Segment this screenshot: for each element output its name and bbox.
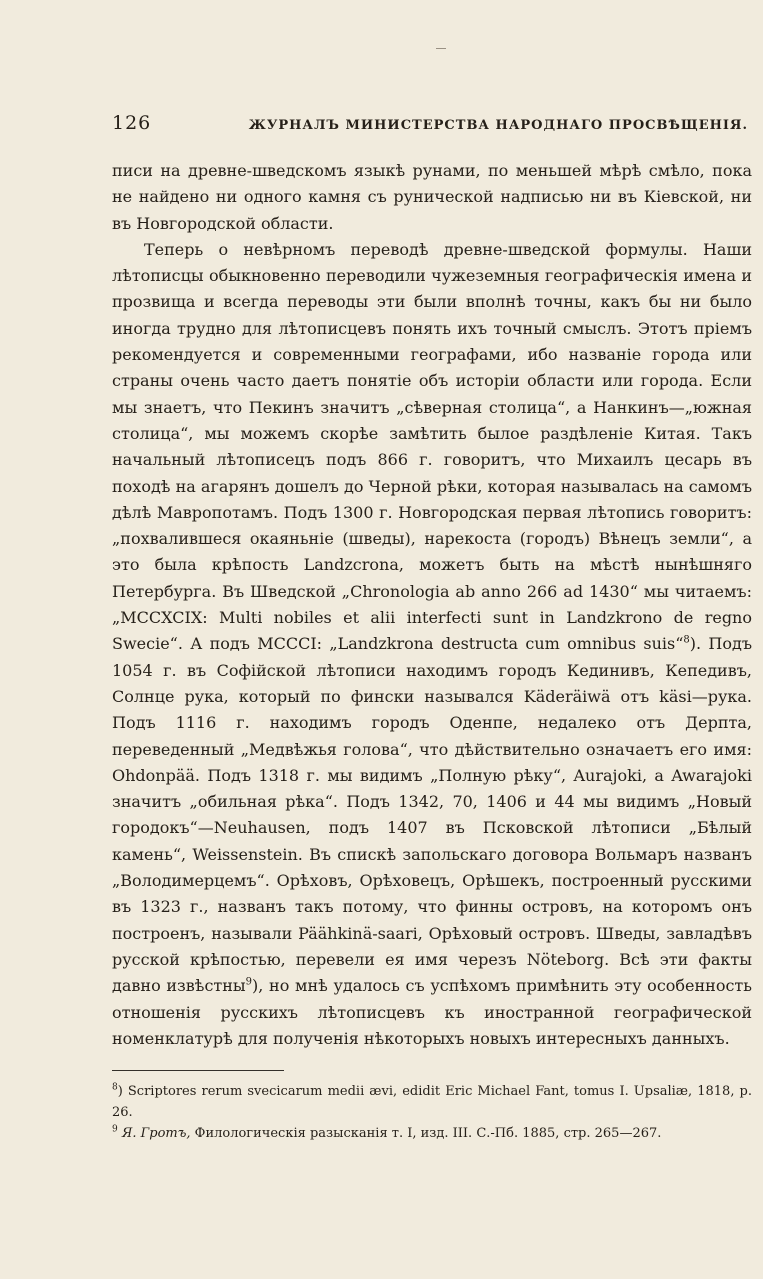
paragraph-main-part-2: ). Подъ 1054 г. въ Софійской лѣтописи находимъ городъ Кединивъ, Кепедивъ, Солнце рука, который по фински назывался Käderäiwä отъ käsi—рука. Подъ 1116 г. находимъ городъ Оденпе, недалеко отъ Дерпта, переведенный „Медвѣжья голова“, что дѣйствительно означаетъ его имя: Ohdonpää. Подъ 1318 г. мы видимъ „Полную рѣку“, Aurajoki, а Awarajoki значитъ „обильная рѣка“. Подъ 1342, 70, 1406 и 44 мы видимъ „Новый городокъ“—Neuhausen, подъ 1407 въ Псковской лѣтописи „Бѣлый камень“, Weissenstein. Въ спискѣ запольскаго договора Вольмаръ названъ „Володимерцемъ“. Орѣховъ, Орѣховецъ, Орѣшекъ, построенный русскими въ 1323 г., названъ такъ потому, что финны островъ, на которомъ онъ построенъ, называли Päähkinä-saari, Орѣховый островъ. Шведы, завладѣвъ русской крѣпостью, перевели ея имя черезъ Nöteborg. Всѣ эти факты давно извѣстны — [112, 634, 752, 996]
paragraph-main-part-1: Теперь о невѣрномъ переводѣ древне-шведской формулы. Наши лѣтописцы обыкновенно переводили чужеземныя географическія имена и прозвища и всегда переводы эти были вполнѣ точны, какъ бы ни было иногда трудно для лѣтописцевъ понять ихъ точный смыслъ. Этотъ пріемъ рекомендуется и современными географами, ибо названіе города или страны очень часто даетъ понятіе объ исторіи области или города. Если мы знаетъ, что Пекинъ значитъ „сѣверная столица“, а Нанкинъ—„южная столица“, мы можемъ скорѣе замѣтить былое раздѣленіе Китая. Такъ начальный лѣтописецъ подъ 866 г. говоритъ, что Михаилъ цесарь въ походѣ на агарянъ дошелъ до Черной рѣки, которая называлась на самомъ дѣлѣ Мавропотамъ. Подъ 1300 г. Новгородская первая лѣтопись говоритъ: „похвалившеся окаяньніе (шведы), нарекоста (городъ) Вѣнецъ земли“, а это была крѣпость Landzcrona, можетъ быть на мѣстѣ нынѣшняго Петербурга. Въ Шведской „Chronologia ab anno 266 ad 1430“ мы читаемъ: „MCCXCIX: Multi nobiles et alii interfecti sunt in Landzkrono de regno Swecie“. А подъ MCCCI: „Landzkrona destructa cum omnibus suis“ — [112, 239, 752, 654]
footnote-ref-8[interactable]: 8 — [683, 635, 690, 647]
footnote-9-mark: 9 — [112, 1124, 118, 1135]
paragraph-main — [112, 237, 752, 1052]
footnote-8 — [112, 1081, 752, 1123]
footnote-9 — [112, 1123, 752, 1144]
footnote-8-mark: 8 — [112, 1082, 118, 1093]
page-edge-mark — [436, 48, 446, 49]
body-text — [112, 158, 752, 1052]
paragraph-main-part-3: ), но мнѣ удалось съ успѣхомъ примѣнить эту особенность отношенія русскихъ лѣтописцевъ къ иностранной географической номенклатурѣ для полученія нѣкоторыхъ новыхъ интересныхъ данныхъ. — [112, 976, 752, 1048]
page-number: 126 — [112, 112, 152, 134]
footnote-ref-9[interactable]: 9 — [245, 976, 253, 988]
paragraph-continuation: писи на древне-шведскомъ языкѣ рунами, по меньшей мѣрѣ смѣло, пока не найдено ни одного камня съ рунической надписью ни въ Кіевской, ни въ Новгородской области. — [112, 161, 752, 233]
footnote-divider — [112, 1070, 284, 1071]
running-head: ЖУРНАЛЪ МИНИСТЕРСТВА НАРОДНАГО ПРОСВѢЩЕНІЯ. — [248, 118, 748, 133]
footnote-8-text: ) Scriptores rerum svecicarum medii ævi, edidit Eric Michael Fant, tomus I. Upsaliæ, 1818, p. 26. — [112, 1084, 752, 1121]
footnotes — [112, 1081, 752, 1144]
footnote-9-author: Я. Гротъ, — [121, 1126, 191, 1142]
page-header — [112, 112, 752, 134]
book-page — [112, 112, 752, 1144]
footnote-9-text: Филологическія разысканія т. I, изд. III. С.-Пб. 1885, стр. 265—267. — [190, 1126, 662, 1142]
